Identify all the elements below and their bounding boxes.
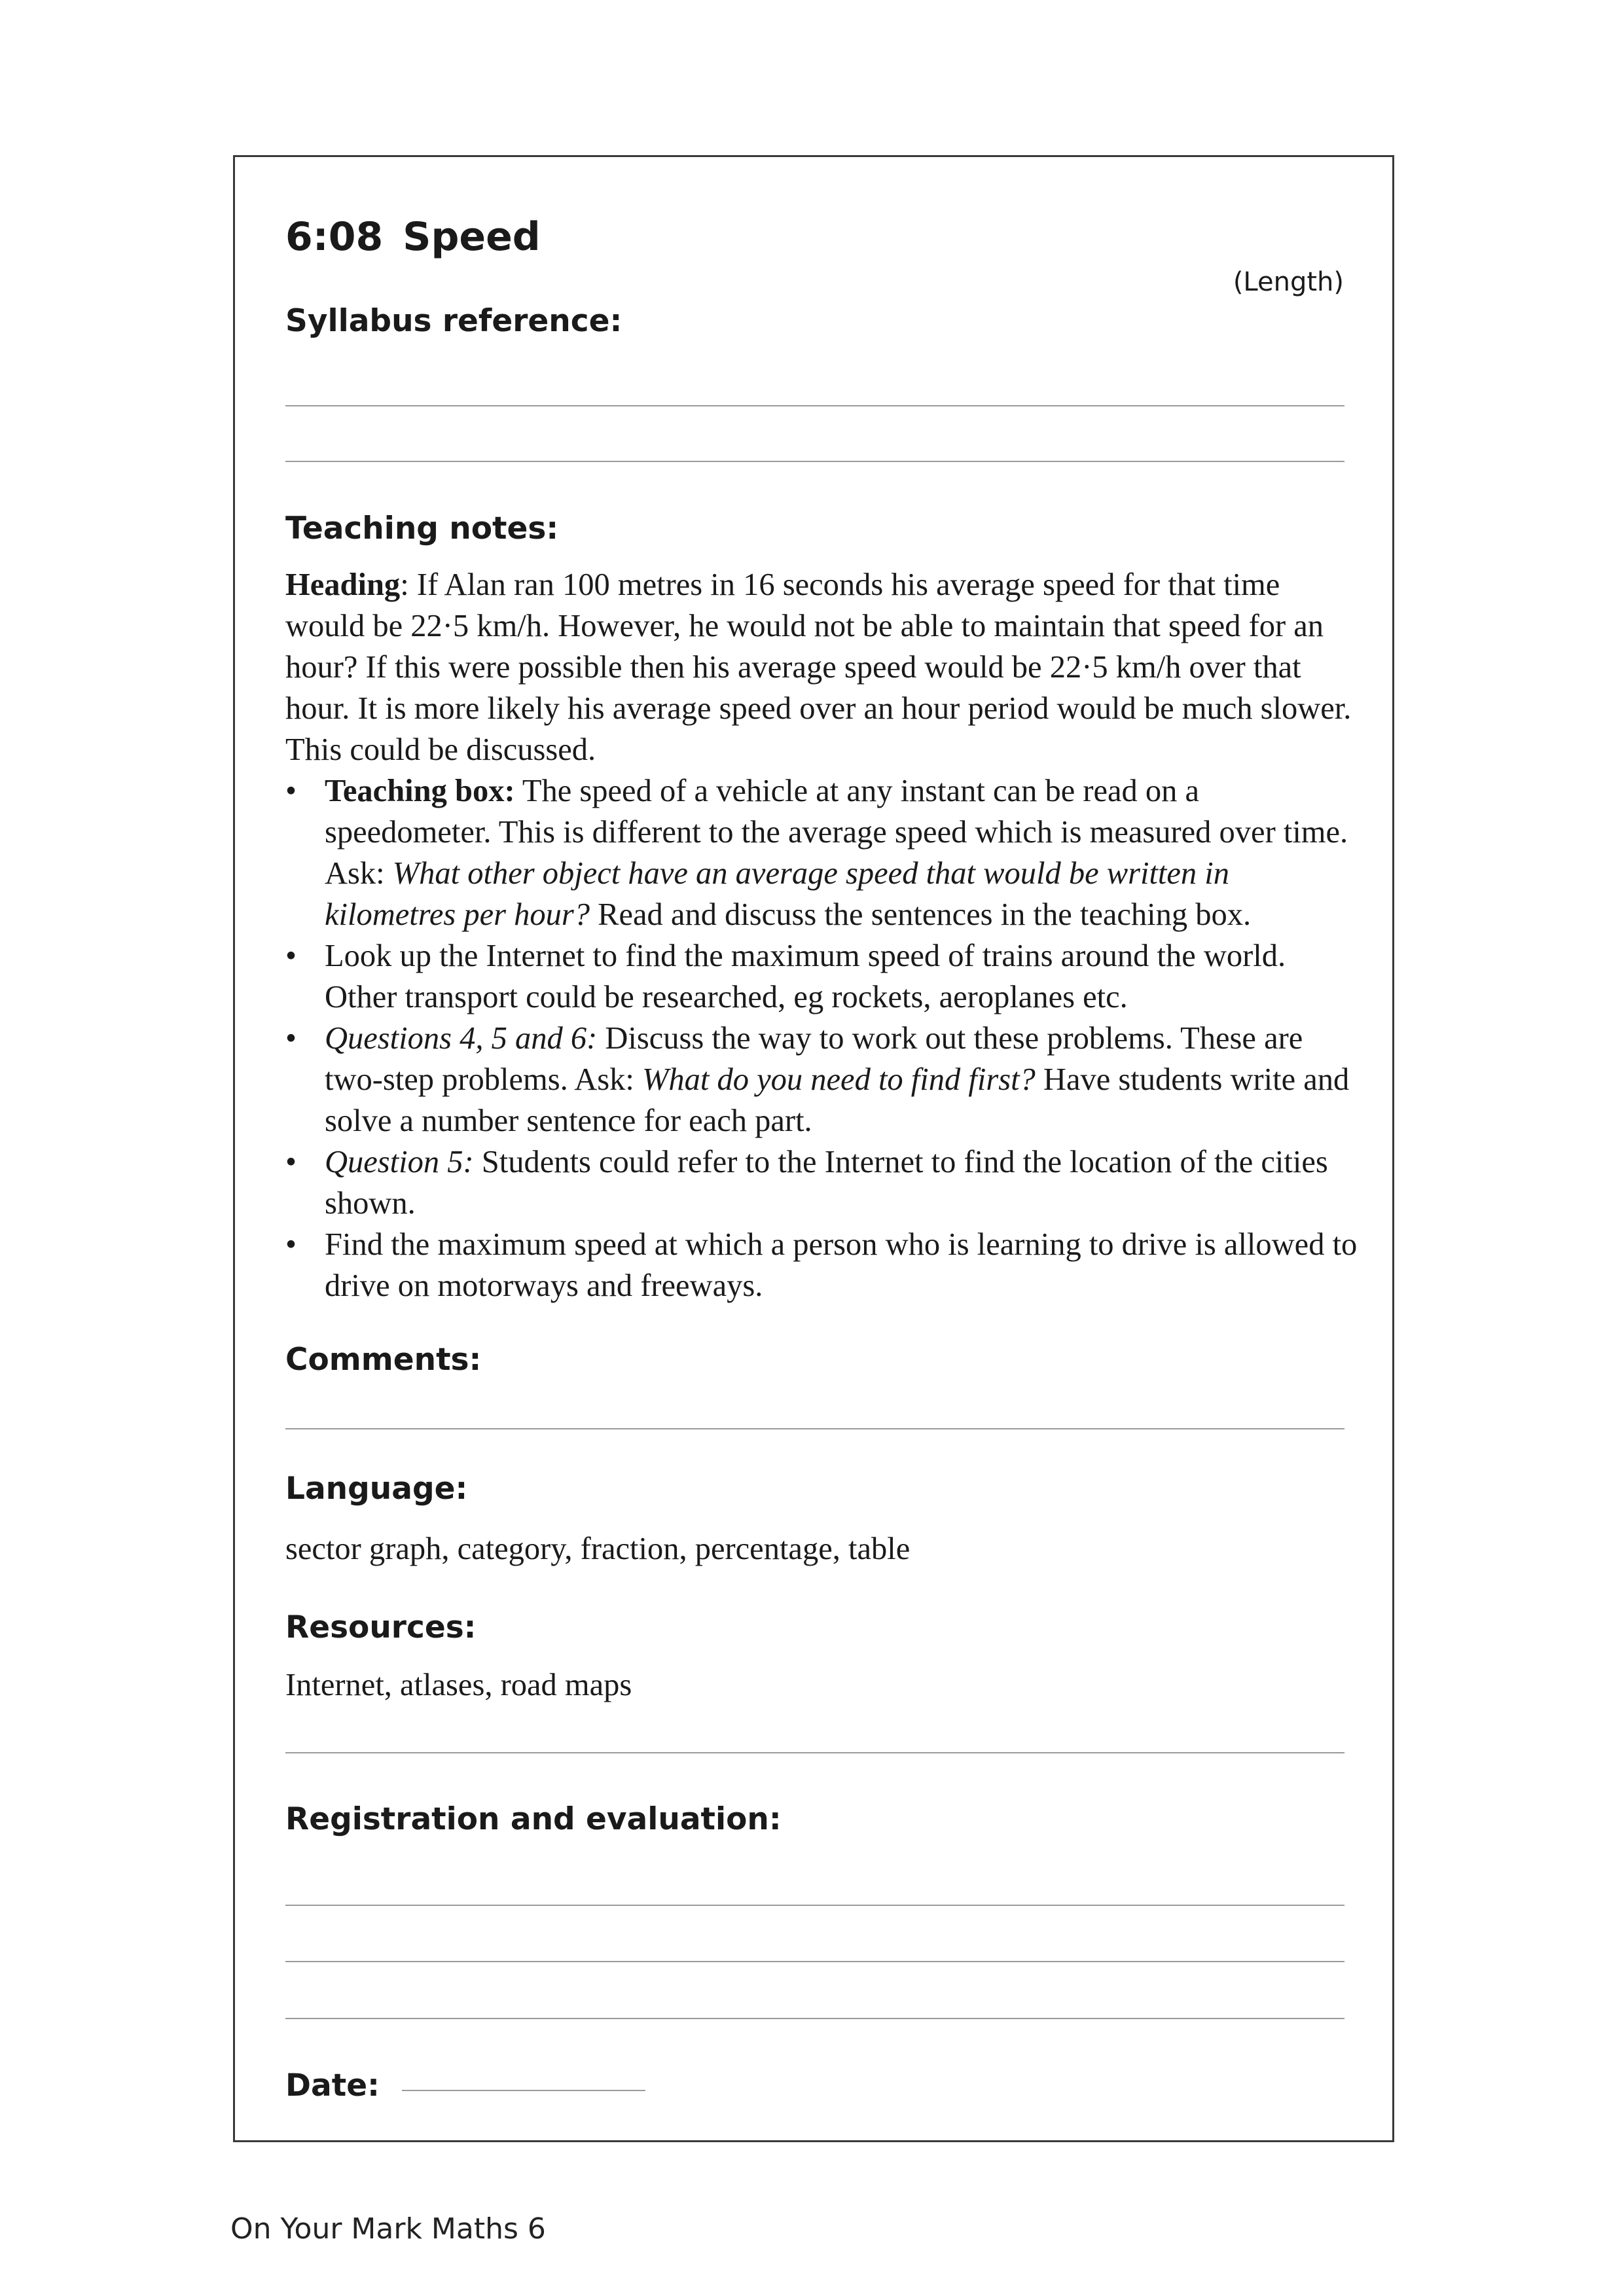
comments-line[interactable]	[285, 1428, 1344, 1429]
bullet-icon: •	[285, 939, 297, 973]
bullet-text: Discuss the way to work out these problems. These are two-step problems. Ask:	[325, 1021, 1303, 1097]
registration-heading: Registration and evaluation:	[285, 1801, 782, 1837]
bullet-icon: •	[285, 1021, 297, 1056]
bullet-italic: Question 5:	[325, 1145, 474, 1179]
resources-line[interactable]	[285, 1752, 1344, 1753]
list-item	[285, 1018, 1365, 1141]
list-item	[285, 1141, 1365, 1224]
resources-text: Internet, atlases, road maps	[285, 1668, 632, 1702]
notes-list	[285, 770, 1365, 1306]
intro-bold: Heading	[285, 567, 401, 602]
syllabus-line-2[interactable]	[285, 461, 1344, 462]
bullet-text: Have students write and solve a number sentence for each part.	[325, 1062, 1350, 1138]
resources-heading: Resources:	[285, 1609, 477, 1645]
list-item	[285, 770, 1365, 935]
bullet-text: Read and discuss the sentences in the teaching box.	[590, 897, 1252, 932]
registration-line-2[interactable]	[285, 1961, 1344, 1962]
strand-label: (Length)	[1233, 267, 1344, 297]
syllabus-heading: Syllabus reference:	[285, 303, 623, 339]
bullet-icon: •	[285, 774, 297, 808]
footer-text: On Your Mark Maths 6	[230, 2212, 546, 2246]
list-item	[285, 1224, 1365, 1306]
bullet-bold: Teaching box:	[325, 774, 515, 808]
language-heading: Language:	[285, 1471, 468, 1507]
bullet-italic: What other object have an average speed that would be written in kilometres per hour?	[325, 856, 1230, 932]
teaching-notes-body	[285, 564, 1365, 1306]
page-title	[285, 211, 541, 263]
syllabus-line-1[interactable]	[285, 405, 1344, 406]
registration-line-3[interactable]	[285, 2018, 1344, 2019]
lesson-title: Speed	[403, 214, 541, 260]
list-item	[285, 935, 1365, 1018]
bullet-text: Look up the Internet to find the maximum speed of trains around the world. Other transport could be researched, eg rockets, aeroplanes etc.	[325, 939, 1286, 1014]
date-input-line[interactable]	[402, 2090, 645, 2091]
language-text: sector graph, category, fraction, percentage, table	[285, 1532, 911, 1566]
bullet-text: The speed of a vehicle at any instant can be read on a speedometer. This is different to the average speed which is measured over time. Ask:	[325, 774, 1348, 891]
bullet-icon: •	[285, 1227, 297, 1262]
lesson-number: 6:08	[285, 214, 384, 260]
registration-line-1[interactable]	[285, 1905, 1344, 1906]
bullet-text: Students could refer to the Internet to find the location of the cities shown.	[325, 1145, 1328, 1221]
bullet-italic: What do you need to find first?	[641, 1062, 1036, 1097]
notes-intro	[285, 564, 1365, 770]
intro-text: : If Alan ran 100 metres in 16 seconds his average speed for that time would be 22·5 km/h. However, he would not be able to maintain that speed for an hour? If this were possible then his average speed would be 22·5 km/h over that hour. It is more likely his average speed over an hour period would be much slower. This could be discussed.	[285, 567, 1352, 767]
comments-heading: Comments:	[285, 1342, 482, 1378]
teaching-notes-heading: Teaching notes:	[285, 511, 559, 547]
bullet-icon: •	[285, 1145, 297, 1179]
date-label: Date:	[285, 2068, 380, 2104]
bullet-text: Find the maximum speed at which a person who is learning to drive is allowed to drive on motorways and freeways.	[325, 1227, 1358, 1303]
bullet-italic: Questions 4, 5 and 6:	[325, 1021, 598, 1056]
